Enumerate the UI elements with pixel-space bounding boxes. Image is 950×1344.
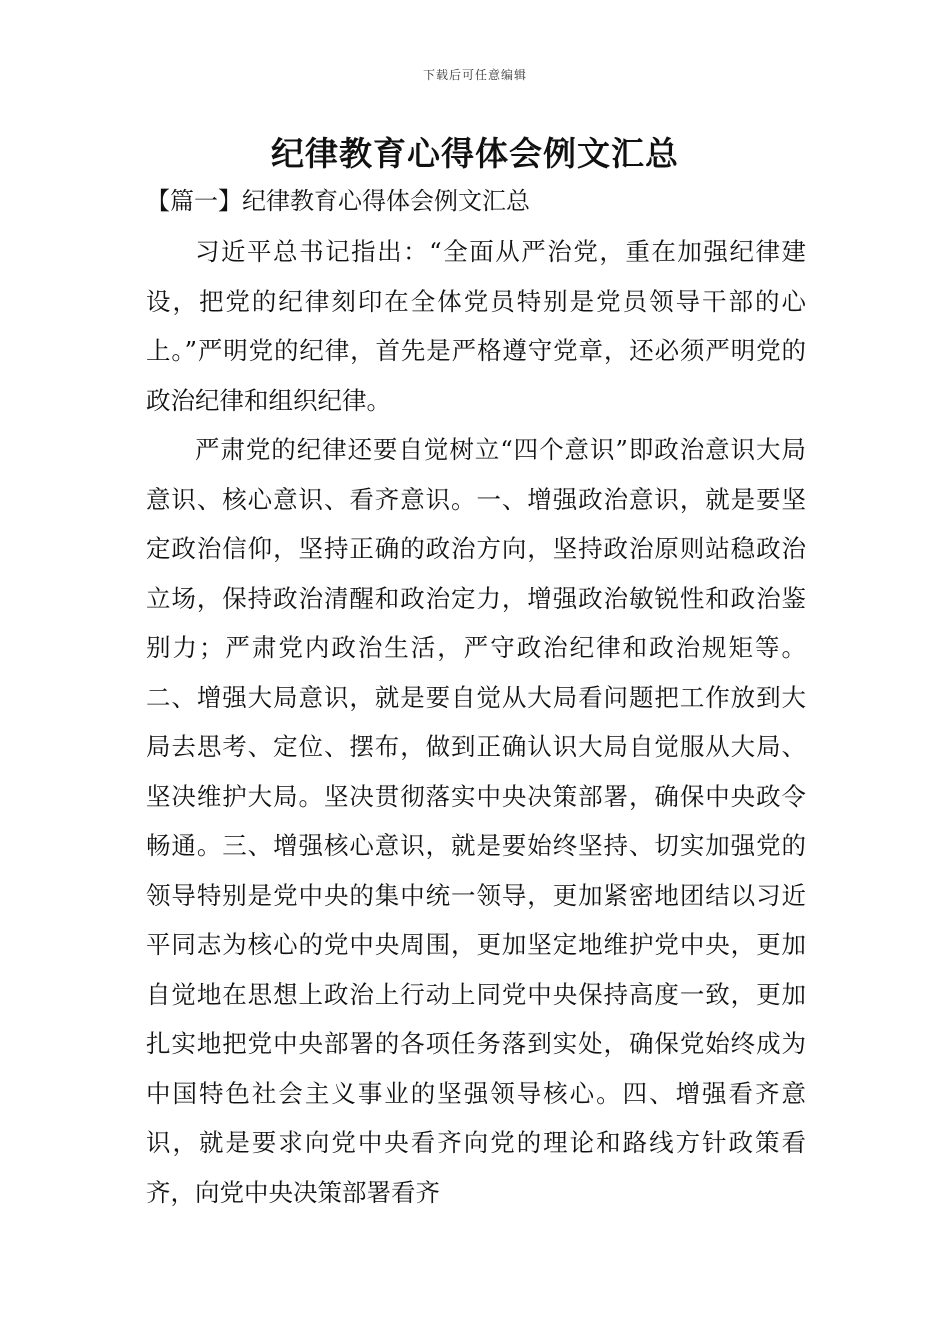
paragraph-2: 严肃党的纪律还要自觉树立“四个意识”即政治意识大局意识、核心意识、看齐意识。一、增强政治意识，就是要坚定政治信仰，坚持正确的政治方向，坚持政治原则站稳政治立场，保持政治清醒和政治定力，增强政治敏锐性和政治鉴别力；严肃党内政治生活，严守政治纪律和政治规矩等。二、增强大局意识，就是要自觉从大局看问题把工作放到大局去思考、定位、摆布，做到正确认识大局自觉服从大局、坚决维护大局。坚决贯彻落实中央决策部署，确保中央政令畅通。三、增强核心意识，就是要始终坚持、切实加强党的领导特别是党中央的集中统一领导，更加紧密地团结以习近平同志为核心的党中央周围，更加坚定地维护党中央，更加自觉地在思想上政治上行动上同党中央保持高度一致，更加扎实地把党中央部署的各项任务落到实处，确保党始终成为中国特色社会主义事业的坚强领导核心。四、增强看齐意识，就是要求向党中央看齐向党的理论和路线方针政策看齐，向党中央决策部署看齐 bbox=[146, 435, 806, 1207]
paragraph-1: 习近平总书记指出：“全面从严治党，重在加强纪律建设，把党的纪律刻印在全体党员特别是党员领导干部的心上。”严明党的纪律，首先是严格遵守党章，还必须严明党的政治纪律和组织纪律。 bbox=[146, 237, 806, 415]
body-text bbox=[146, 227, 806, 1217]
section-heading: 【篇一】纪律教育心得体会例文汇总 bbox=[146, 187, 530, 215]
header-note: 下载后可任意编辑 bbox=[422, 68, 527, 82]
document-title: 纪律教育心得体会例文汇总 bbox=[271, 134, 679, 173]
